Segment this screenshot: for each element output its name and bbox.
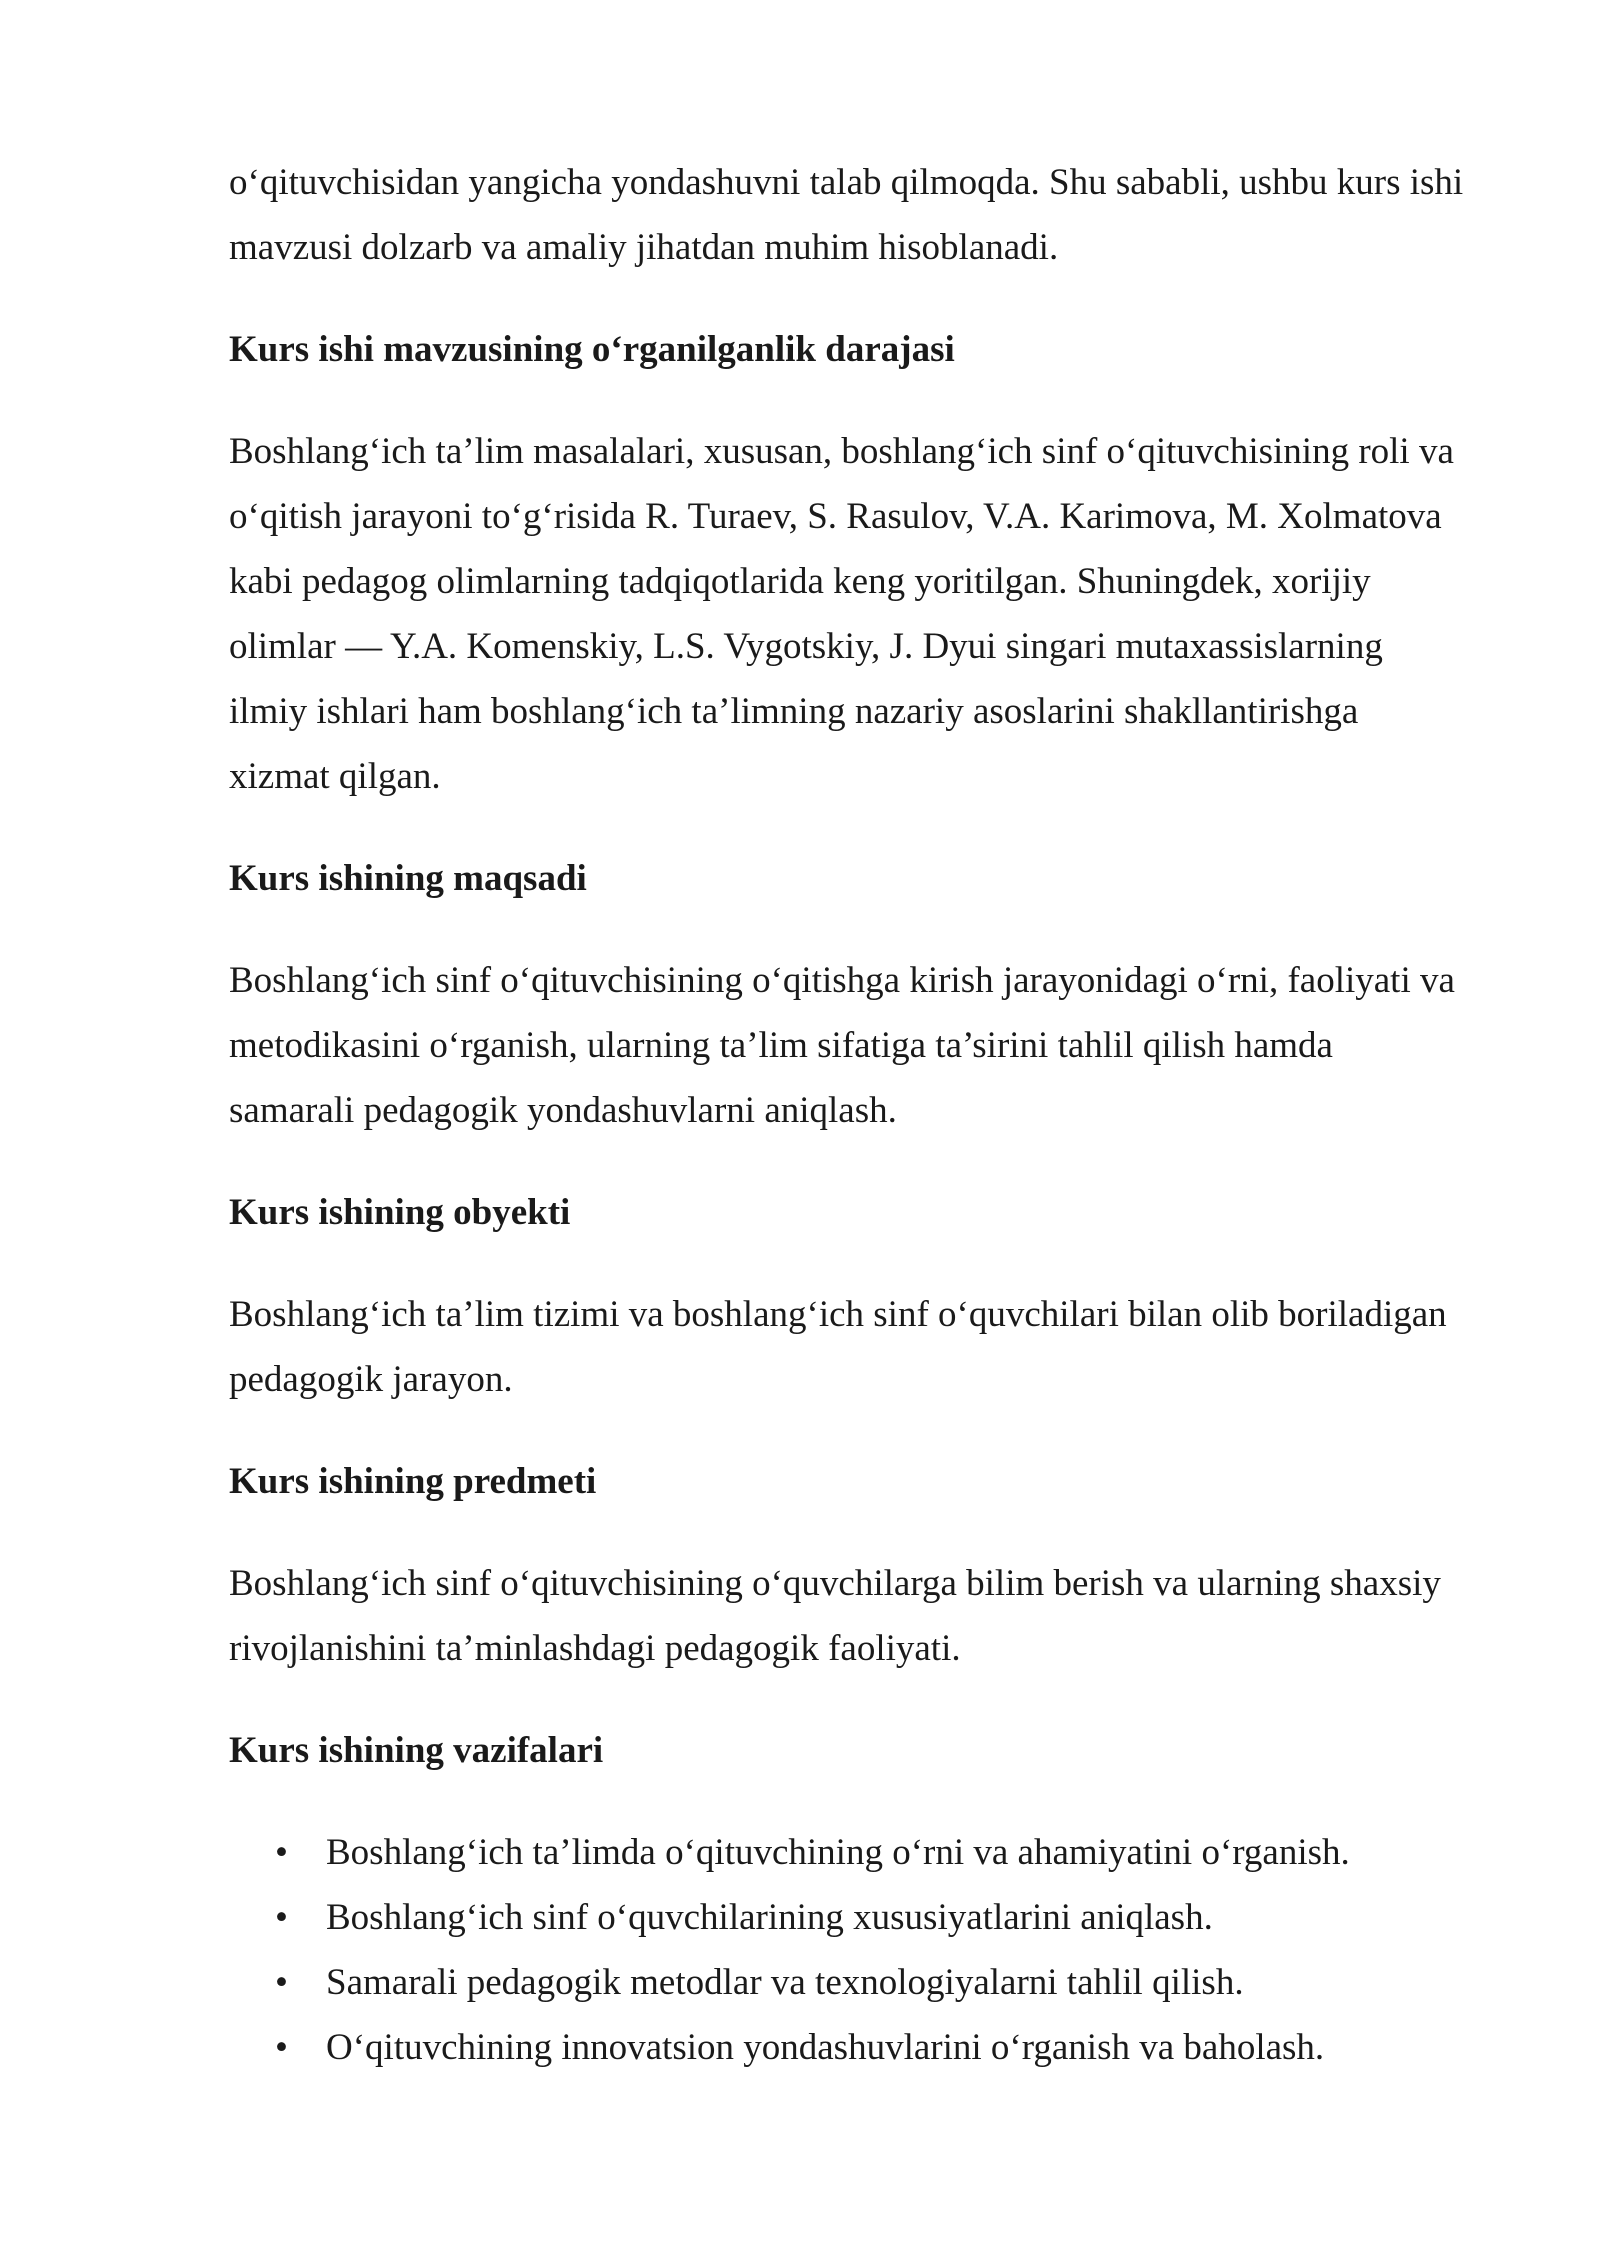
- document-body: [229, 150, 1509, 2080]
- text-line: metodikasini o‘rganish, ularning ta’lim sifatiga ta’sirini tahlil qilish hamda: [229, 1025, 1333, 1066]
- object-paragraph: [229, 1282, 1509, 1412]
- list-item: [229, 1820, 1509, 1885]
- text-line: o‘qitish jarayoni to‘g‘risida R. Turaev, S. Rasulov, V.A. Karimova, M. Xolmatova: [229, 496, 1442, 537]
- tasks-list: [229, 1820, 1509, 2080]
- text-line: xizmat qilgan.: [229, 756, 441, 797]
- subject-paragraph: [229, 1551, 1509, 1681]
- section-heading-goal: Kurs ishining maqsadi: [229, 858, 587, 899]
- section-heading-object: Kurs ishining obyekti: [229, 1192, 571, 1233]
- list-item: [229, 1950, 1509, 2015]
- list-item: [229, 1885, 1509, 1950]
- study-level-paragraph: [229, 419, 1509, 809]
- text-line: ilmiy ishlari ham boshlang‘ich ta’limning nazariy asoslarini shakllantirishga: [229, 691, 1359, 732]
- text-line: rivojlanishini ta’minlashdagi pedagogik faoliyati.: [229, 1628, 961, 1669]
- text-line: Boshlang‘ich sinf o‘qituvchisining o‘quvchilarga bilim berish va ularning shaxsiy: [229, 1563, 1441, 1604]
- bullet-icon: •: [275, 1897, 288, 1938]
- list-item-text: O‘qituvchining innovatsion yondashuvlarini o‘rganish va baholash.: [326, 2027, 1325, 2068]
- intro-paragraph: [229, 150, 1509, 280]
- text-line: samarali pedagogik yondashuvlarni aniqlash.: [229, 1090, 897, 1131]
- text-line: o‘qituvchisidan yangicha yondashuvni talab qilmoqda. Shu sababli, ushbu kurs ishi: [229, 162, 1464, 203]
- text-line: olimlar — Y.A. Komenskiy, L.S. Vygotskiy, J. Dyui singari mutaxassislarning: [229, 626, 1383, 667]
- text-line: mavzusi dolzarb va amaliy jihatdan muhim hisoblanadi.: [229, 227, 1059, 268]
- section-heading-tasks: Kurs ishining vazifalari: [229, 1730, 604, 1771]
- list-item: [229, 2015, 1509, 2080]
- goal-paragraph: [229, 948, 1509, 1143]
- list-item-text: Samarali pedagogik metodlar va texnologiyalarni tahlil qilish.: [326, 1962, 1244, 2003]
- bullet-icon: •: [275, 2027, 288, 2068]
- list-item-text: Boshlang‘ich ta’limda o‘qituvchining o‘rni va ahamiyatini o‘rganish.: [326, 1832, 1350, 1873]
- list-item-text: Boshlang‘ich sinf o‘quvchilarining xususiyatlarini aniqlash.: [326, 1897, 1213, 1938]
- text-line: pedagogik jarayon.: [229, 1359, 513, 1400]
- text-line: kabi pedagog olimlarning tadqiqotlarida keng yoritilgan. Shuningdek, xorijiy: [229, 561, 1371, 602]
- text-line: Boshlang‘ich ta’lim masalalari, xususan, boshlang‘ich sinf o‘qituvchisining roli va: [229, 431, 1454, 472]
- text-line: Boshlang‘ich sinf o‘qituvchisining o‘qitishga kirish jarayonidagi o‘rni, faoliyati va: [229, 960, 1455, 1001]
- section-heading-study-level: Kurs ishi mavzusining o‘rganilganlik darajasi: [229, 329, 955, 370]
- section-heading-subject: Kurs ishining predmeti: [229, 1461, 597, 1502]
- bullet-icon: •: [275, 1962, 288, 2003]
- bullet-icon: •: [275, 1832, 288, 1873]
- text-line: Boshlang‘ich ta’lim tizimi va boshlang‘ich sinf o‘quvchilari bilan olib boriladigan: [229, 1294, 1447, 1335]
